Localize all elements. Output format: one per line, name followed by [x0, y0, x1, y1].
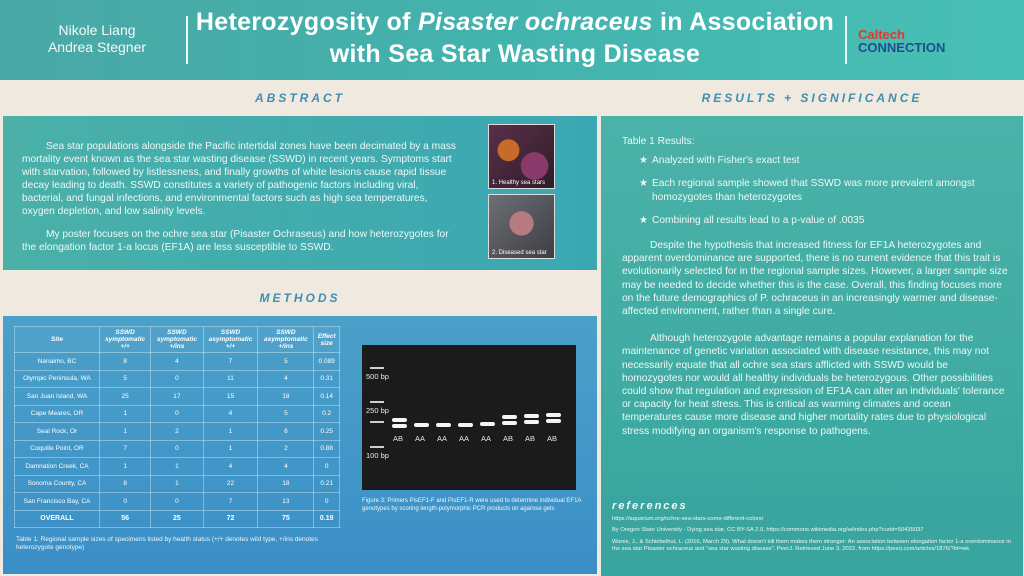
- table-header-row: [15, 327, 340, 353]
- gel-label-500: 500 bp: [366, 372, 389, 381]
- table-cell: 0.089: [314, 353, 340, 371]
- table-cell: 0: [314, 493, 340, 511]
- results-bullet: ★ Analyzed with Fisher's exact test: [639, 155, 800, 167]
- results-paragraph-2: Although heterozygote advantage remains a popular explanation for the maintenance of genetic variation associated with disease resistance, this may not necessarily equate that all ochre sea stars afflicted with SSWD would be homozygotes nor would all healthy individuals be heterozygous. Other possibilities could show that regulation and expression of EF1A can alter an individuals' tolerance or capacity for heat stress. This is critical as warming climates and ocean temperatures cause more disease and higher mortality rates due to physiological stress modifying an organism's response to pathogens.: [622, 333, 1005, 437]
- table-cell: 0.19: [314, 510, 340, 528]
- abstract-paragraph-1: Sea star populations alongside the Pacific intertidal zones have been decimated by a mass mortality event known as the sea star wasting disease (SSWD) in recent years. Symptoms start with starvation, followed by listlessness, and finally growths of white lesions cause rapid tissue decay leading to death. SSWD constitutes a variety of pathogenic factors including viral, bacterial, and fungal infections, and environmental factors such as high sea temperatures, oxygen depletion, and low salinity levels.: [22, 141, 457, 217]
- healthy-sea-star-photo: [488, 124, 555, 189]
- abstract-paragraph-2: My poster focuses on the ochre sea star (Pisaster Ochraseus) and how heterozygotes for the elongation factor 1-a locus (EF1A) are less susceptible to SSWD.: [22, 229, 449, 253]
- table-cell: 4: [203, 458, 258, 476]
- table-cell: Damnation Creek, CA: [15, 458, 100, 476]
- table-cell: 2: [258, 440, 314, 458]
- results-bullet: ★ Each regional sample showed that SSWD was more prevalent amongst homozygotes than heterozygotes: [639, 178, 975, 203]
- table-cell: 1: [203, 440, 258, 458]
- table-cell: 7: [100, 440, 151, 458]
- table-cell: 13: [258, 493, 314, 511]
- table-cell: 5: [100, 370, 151, 388]
- table-cell: OVERALL: [15, 510, 100, 528]
- table-cell: 17: [151, 388, 203, 406]
- ladder-band: [370, 421, 384, 423]
- author-2: Andrea Stegner: [47, 39, 147, 55]
- table-cell: 2: [151, 423, 203, 441]
- ladder-band: [370, 446, 384, 448]
- gel-label-100: 100 bp: [366, 451, 389, 460]
- table-cell: 0.14: [314, 388, 340, 406]
- table-cell: Nanaimo, BC: [15, 353, 100, 371]
- gel-label-250: 250 bp: [366, 406, 389, 415]
- gel-caption: Figure 3: Primers PisEF1-F and PisEF1-R were used to determine individual EF1A genotypes by scoring length-polymorphic PCR products on agarose gels: [362, 498, 582, 512]
- gel-band: [414, 423, 429, 427]
- table-cell: 75: [258, 510, 314, 528]
- table-cell: 7: [203, 353, 258, 371]
- table-cell: 0.2: [314, 405, 340, 423]
- logo-top: Caltech: [858, 27, 905, 42]
- table-cell: 4: [258, 370, 314, 388]
- table-cell: 0.88: [314, 440, 340, 458]
- gel-band: [546, 419, 561, 423]
- gel-band: [502, 415, 517, 419]
- table-cell: Coquille Point, OR: [15, 440, 100, 458]
- table-cell: 1: [100, 458, 151, 476]
- abstract-heading: ABSTRACT: [255, 91, 345, 105]
- table-cell: 0.31: [314, 370, 340, 388]
- star-bullet-icon: ★: [639, 155, 649, 167]
- table-cell: 0: [314, 458, 340, 476]
- col-symp-wt: SSWD symptomatic +/+: [100, 327, 151, 353]
- table-cell: 0.21: [314, 475, 340, 493]
- table-caption: Table 1: Regional sample sizes of specimens listed by health status (+/+ denotes wild type, +/ins denotes heterozygote genotype): [16, 536, 318, 551]
- lane-label: AB: [525, 434, 536, 443]
- gel-band: [524, 414, 539, 418]
- references-heading: references: [612, 500, 688, 512]
- regional-sample-table: [14, 326, 340, 528]
- photo-caption-2: 2. Diseased sea star: [492, 250, 547, 256]
- gel-band: [546, 413, 561, 417]
- table-cell: 1: [100, 423, 151, 441]
- table-cell: 72: [203, 510, 258, 528]
- reference-item: https://aquarium.org/ochre-sea-stars-come-different-colors/: [612, 516, 764, 522]
- lane-label: AA: [415, 434, 426, 443]
- ladder-band: [370, 401, 384, 403]
- table-cell: 1: [100, 405, 151, 423]
- results-intro: Table 1 Results:: [622, 136, 695, 147]
- table-cell: 0: [151, 370, 203, 388]
- methods-heading: METHODS: [259, 291, 341, 305]
- table-cell: 0: [151, 440, 203, 458]
- caltech-connection-logo: [858, 28, 988, 54]
- table-row: [15, 370, 340, 388]
- table-cell: Olympic Peninsula, WA: [15, 370, 100, 388]
- col-effect-size: Effect size: [314, 327, 340, 353]
- table-cell: San Juan Island, WA: [15, 388, 100, 406]
- table-cell: 5: [258, 353, 314, 371]
- table-cell: 4: [151, 353, 203, 371]
- gel-band: [392, 418, 407, 422]
- table-cell: 15: [203, 388, 258, 406]
- gel-band: [458, 423, 473, 427]
- table-row: [15, 458, 340, 476]
- results-text: [622, 135, 1010, 452]
- gel-band: [524, 420, 539, 424]
- lane-label: AB: [503, 434, 514, 443]
- table-cell: 56: [100, 510, 151, 528]
- table-row: [15, 405, 340, 423]
- table-cell: 5: [258, 405, 314, 423]
- table-cell: 8: [100, 353, 151, 371]
- table-cell: 4: [258, 458, 314, 476]
- table-row: [15, 423, 340, 441]
- logo-bottom: CONNECTION: [858, 40, 946, 55]
- diseased-sea-star-photo: [488, 194, 555, 259]
- table-cell: 8: [100, 475, 151, 493]
- gel-electrophoresis-image: [362, 345, 576, 490]
- table-cell: San Francisco Bay, CA: [15, 493, 100, 511]
- author-1: Nikole Liang: [58, 22, 136, 38]
- table-row: [15, 353, 340, 371]
- gel-band: [436, 423, 451, 427]
- col-site: Site: [15, 327, 100, 353]
- header-divider-right: [845, 16, 847, 64]
- table-row: [15, 493, 340, 511]
- ladder-band: [370, 367, 384, 369]
- table-cell: 18: [258, 388, 314, 406]
- col-asymp-het: SSWD asymptomatic +/ins: [258, 327, 314, 353]
- lane-label: AA: [437, 434, 448, 443]
- table-cell: 0: [151, 405, 203, 423]
- table-cell: 0: [151, 493, 203, 511]
- lane-label: AB: [393, 434, 404, 443]
- table-cell: 25: [151, 510, 203, 528]
- header-divider-left: [186, 16, 188, 64]
- reference-item: By Oregon State University - Dying sea star, CC BY-SA 2.0, https://commons.wikimedia.org/w/index.php?curid=50435037: [612, 527, 924, 534]
- table-cell: 1: [151, 458, 203, 476]
- lane-label: AB: [547, 434, 558, 443]
- table-cell: 4: [203, 405, 258, 423]
- table-row: [15, 440, 340, 458]
- col-asymp-wt: SSWD asymptomatic +/+: [203, 327, 258, 353]
- table-cell: 18: [258, 475, 314, 493]
- table-cell: 1: [151, 475, 203, 493]
- results-paragraph-1: Despite the hypothesis that increased fitness for EF1A heterozygotes and apparent overdominance are supported, there is no current evidence that this trait is evolutionarily selected for in the regional sample sizes. However, a larger sample size may be needed to decide whether this is the case. Overall, this finding focuses more on the future demographics of P. ochraceus in an increasingly warmer and disease-affected environment, rather than a single cure.: [622, 240, 1008, 318]
- table-overall-row: [15, 510, 340, 528]
- table-cell: 6: [258, 423, 314, 441]
- table-cell: 22: [203, 475, 258, 493]
- lane-label: AA: [459, 434, 470, 443]
- table-row: [15, 388, 340, 406]
- table-cell: Sonoma County, CA: [15, 475, 100, 493]
- star-bullet-icon: ★: [639, 178, 649, 190]
- gel-band: [392, 424, 407, 428]
- poster-title: Heterozygosity of Pisaster ochraceus in Association with Sea Star Wasting Disease: [195, 8, 835, 68]
- lane-label: AA: [481, 434, 492, 443]
- table-cell: 25: [100, 388, 151, 406]
- table-cell: 0: [100, 493, 151, 511]
- species-name: Pisaster ochraceus: [418, 8, 653, 36]
- star-bullet-icon: ★: [639, 214, 649, 226]
- table-cell: Cape Meares, OR: [15, 405, 100, 423]
- table-cell: 0.25: [314, 423, 340, 441]
- abstract-text: [22, 140, 462, 264]
- table-cell: 11: [203, 370, 258, 388]
- results-bullet: ★ Combining all results lead to a p-value of .0035: [639, 214, 865, 226]
- table-cell: 1: [203, 423, 258, 441]
- col-symp-het: SSWD symptomatic +/ins: [151, 327, 203, 353]
- references-list: [612, 516, 1012, 558]
- reference-item: Wares, J., & Schiebelhut, L. (2016, March 29). What doesn't kill them makes them stronger: An association between elongation factor 1-a overdominance in the sea star Pisaster ochraceus and "sea star wasting disease". PeerJ. Retrieved June 3, 2022, from https://peerj.com/articles/1876/?td=wk: [612, 538, 1011, 553]
- table-cell: 7: [203, 493, 258, 511]
- results-heading: RESULTS + SIGNIFICANCE: [701, 91, 923, 105]
- table-row: [15, 475, 340, 493]
- table-cell: Seal Rock, Or: [15, 423, 100, 441]
- gel-band: [502, 421, 517, 425]
- author-names: [22, 22, 172, 56]
- photo-caption-1: 1. Healthy sea stars: [492, 180, 546, 186]
- gel-band: [480, 422, 495, 426]
